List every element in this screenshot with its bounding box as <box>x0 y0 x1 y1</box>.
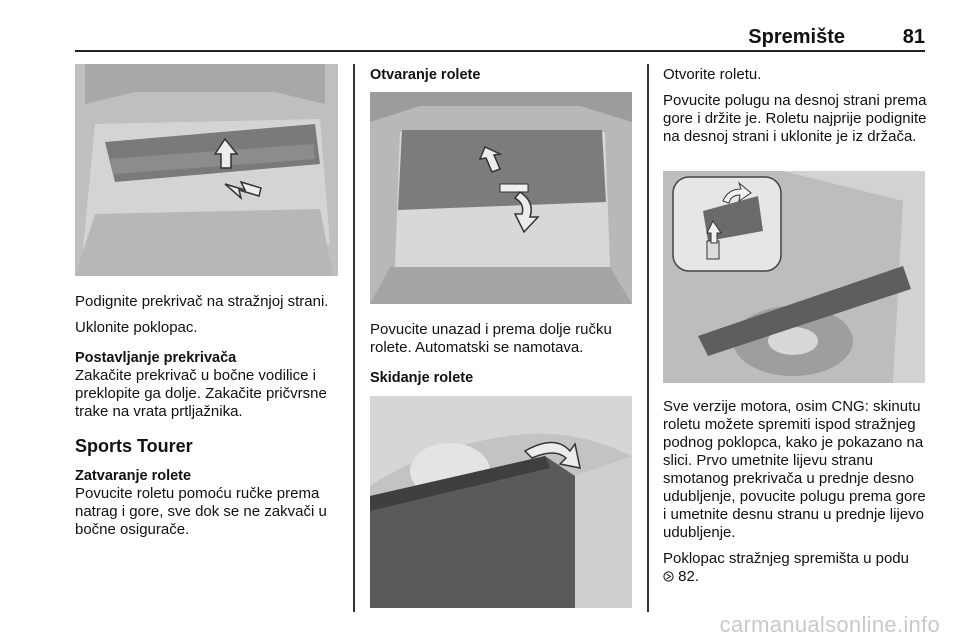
paragraph: Povucite polugu na desnoj strani prema gore i držite je. Roletu najprije podignite na desnoj strani i uklonite je iz držača. <box>663 92 927 145</box>
paragraph: Otvorite roletu. <box>663 66 762 83</box>
paragraph: Povucite roletu pomoću ručke prema natrag i gore, sve dok se ne zakvači u bočne osigurače. <box>75 485 327 538</box>
figure-blind-removal <box>370 396 632 608</box>
subheading: Postavljanje prekrivača <box>75 350 237 366</box>
column-1-text <box>75 293 340 547</box>
subheading: Zatvaranje rolete <box>75 468 192 484</box>
column-divider-2 <box>647 64 649 612</box>
page-reference-link[interactable]: 82. <box>678 568 700 585</box>
column-2-heading <box>370 66 635 84</box>
column-3-text-bottom <box>663 398 928 594</box>
page-number: 81 <box>902 26 925 48</box>
column-3-text-top <box>663 66 928 154</box>
paragraph: Sve verzije motora, osim CNG: skinutu roletu možete spremiti ispod stražnjeg podnog poklopca, kako je pokazano na slici. Prvo umetnite lijevu stranu smotanog prekrivača u prednje desno udubljenje, povucite polugu prema gore i umetnite desnu stranu u prednje lijevo udubljenje. <box>663 398 926 541</box>
figure-blind-opening <box>370 92 632 304</box>
subheading: Skidanje rolete <box>370 370 474 386</box>
figure-cover-removal <box>75 64 338 276</box>
page-title: Spremište <box>748 26 845 48</box>
paragraph-text: Poklopac stražnjeg spremišta u podu <box>663 550 909 567</box>
subheading: Otvaranje rolete <box>370 67 481 83</box>
paragraph: Uklonite poklopac. <box>75 319 198 336</box>
column-2-text <box>370 321 635 387</box>
column-divider-1 <box>353 64 355 612</box>
section-heading: Sports Tourer <box>75 436 193 456</box>
paragraph <box>663 550 928 586</box>
footer-watermark: carmanualsonline.info <box>719 612 940 637</box>
page-header <box>75 26 925 50</box>
figure-blind-storage <box>663 171 925 383</box>
paragraph: Podignite prekrivač na stražnjoj strani. <box>75 293 329 310</box>
arrow-reference-icon <box>663 568 678 585</box>
header-rule <box>75 50 925 52</box>
paragraph: Zakačite prekrivač u bočne vodilice i preklopite ga dolje. Zakačite pričvrsne trake na vrata prtljažnika. <box>75 367 327 420</box>
paragraph: Povucite unazad i prema dolje ručku rolete. Automatski se namotava. <box>370 321 612 356</box>
